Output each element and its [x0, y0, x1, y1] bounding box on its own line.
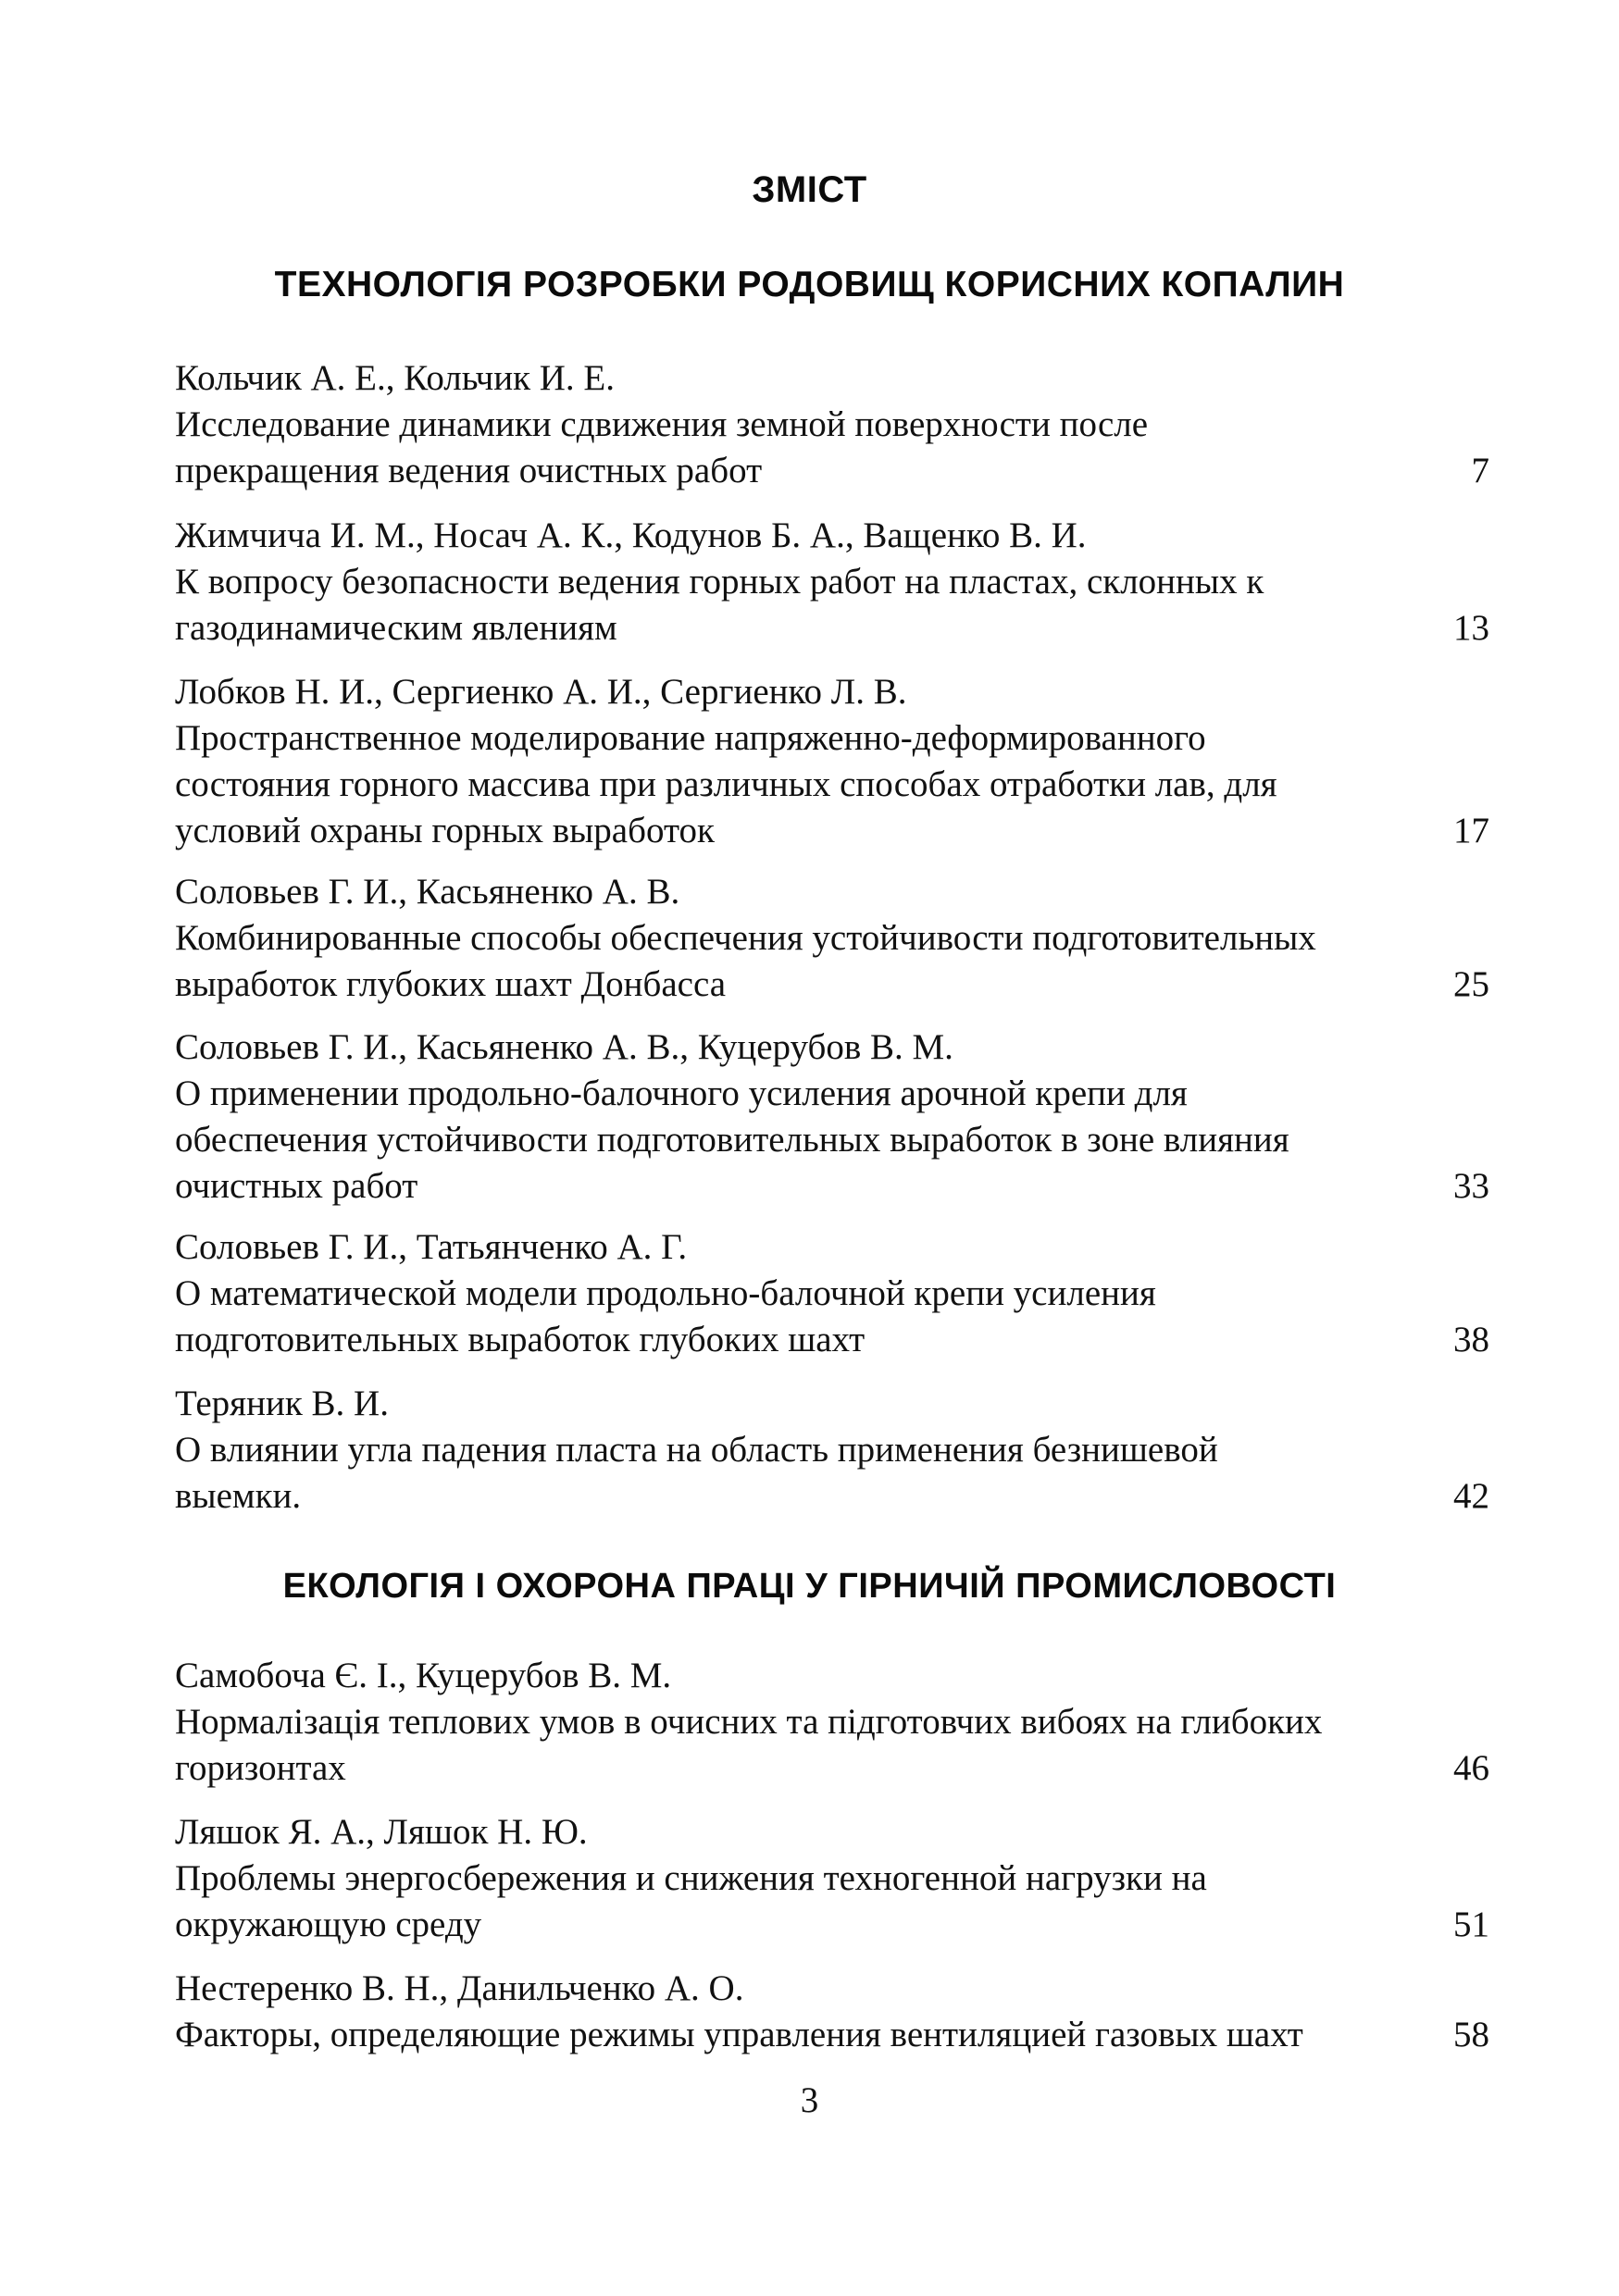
- entry-title-line: Исследование динамики сдвижения земной поверхности после: [175, 404, 1149, 444]
- entry-authors: Самобоча Є. І., Куцерубов В. М.: [175, 1656, 672, 1695]
- entry-title-line: газодинамическим явлениям: [175, 608, 617, 648]
- entry-authors: Соловьев Г. И., Касьяненко А. В., Куцерубов В. М.: [175, 1027, 953, 1067]
- toc-entry: [175, 669, 1489, 854]
- entry-title-line: горизонтах: [175, 1748, 346, 1788]
- entry-page-number: 7: [1471, 451, 1489, 490]
- toc-entry: [175, 1224, 1489, 1363]
- entry-title-line: Факторы, определяющие режимы управления вентиляцией газовых шахт: [175, 2015, 1303, 2054]
- entry-title-line: очистных работ: [175, 1166, 418, 1206]
- entry-authors: Нестеренко В. Н., Данильченко А. О.: [175, 1968, 744, 2008]
- entry-authors: Лобков Н. И., Сергиенко А. И., Сергиенко Л. В.: [175, 672, 907, 712]
- entry-title-line: Пространственное моделирование напряженно-деформированного: [175, 718, 1206, 758]
- toc-entry: [175, 1653, 1489, 1792]
- entry-authors: Теряник В. И.: [175, 1384, 389, 1423]
- toc-entry: [175, 1966, 1489, 2058]
- entry-page-number: 13: [1453, 608, 1489, 648]
- entry-authors: Ляшок Я. А., Ляшок Н. Ю.: [175, 1812, 588, 1852]
- entry-title-line: подготовительных выработок глубоких шахт: [175, 1320, 866, 1359]
- section-title: ТЕХНОЛОГІЯ РОЗРОБКИ РОДОВИЩ КОРИСНИХ КОПАЛИН: [274, 265, 1345, 304]
- page-number: 3: [800, 2080, 819, 2120]
- toc-title: ЗМІСТ: [752, 169, 867, 210]
- entry-title-line: условий охраны горных выработок: [175, 811, 715, 850]
- section-title: ЕКОЛОГІЯ І ОХОРОНА ПРАЦІ У ГІРНИЧІЙ ПРОМИСЛОВОСТІ: [282, 1567, 1337, 1606]
- entry-authors: Кольчик А. Е., Кольчик И. Е.: [175, 358, 616, 398]
- entry-page-number: 38: [1453, 1320, 1489, 1359]
- toc-entry: [175, 869, 1489, 1008]
- entry-page-number: 17: [1453, 811, 1489, 850]
- entry-page-number: 51: [1453, 1905, 1489, 1944]
- entry-title-line: О применении продольно-балочного усиления арочной крепи для: [175, 1074, 1188, 1113]
- entry-page-number: 42: [1453, 1476, 1489, 1516]
- entry-page-number: 25: [1453, 964, 1489, 1004]
- toc-entry: [175, 1024, 1489, 1210]
- entry-title-line: выработок глубоких шахт Донбасса: [175, 964, 727, 1004]
- entry-title-line: состояния горного массива при различных способах отработки лав, для: [175, 764, 1277, 804]
- entry-title-line: О влиянии угла падения пласта на область применения безнишевой: [175, 1430, 1218, 1470]
- toc-entry: [175, 1381, 1489, 1520]
- entry-title-line: прекращения ведения очистных работ: [175, 451, 763, 490]
- entry-title-line: Комбинированные способы обеспечения устойчивости подготовительных: [175, 918, 1316, 958]
- toc-entry: [175, 355, 1489, 494]
- entry-page-number: 33: [1453, 1166, 1489, 1206]
- toc-entry: [175, 513, 1489, 652]
- entry-authors: Жимчича И. М., Носач А. К., Кодунов Б. А., Ващенко В. И.: [175, 515, 1087, 555]
- entry-title-line: К вопросу безопасности ведения горных работ на пластах, склонных к: [175, 562, 1264, 602]
- entry-page-number: 46: [1453, 1748, 1489, 1788]
- entry-page-number: 58: [1453, 2015, 1489, 2054]
- entry-title-line: Проблемы энергосбережения и снижения техногенной нагрузки на: [175, 1858, 1207, 1898]
- entry-title-line: окружающую среду: [175, 1905, 482, 1944]
- entry-title-line: обеспечения устойчивости подготовительных выработок в зоне влияния: [175, 1120, 1289, 1160]
- entry-title-line: О математической модели продольно-балочной крепи усиления: [175, 1273, 1156, 1313]
- entry-title-line: выемки.: [175, 1476, 302, 1516]
- entry-title-line: Нормалізація теплових умов в очисних та підготовчих вибоях на глибоких: [175, 1702, 1323, 1742]
- entry-authors: Соловьев Г. И., Касьяненко А. В.: [175, 872, 680, 912]
- entry-authors: Соловьев Г. И., Татьянченко А. Г.: [175, 1227, 688, 1267]
- toc-entry: [175, 1809, 1489, 1948]
